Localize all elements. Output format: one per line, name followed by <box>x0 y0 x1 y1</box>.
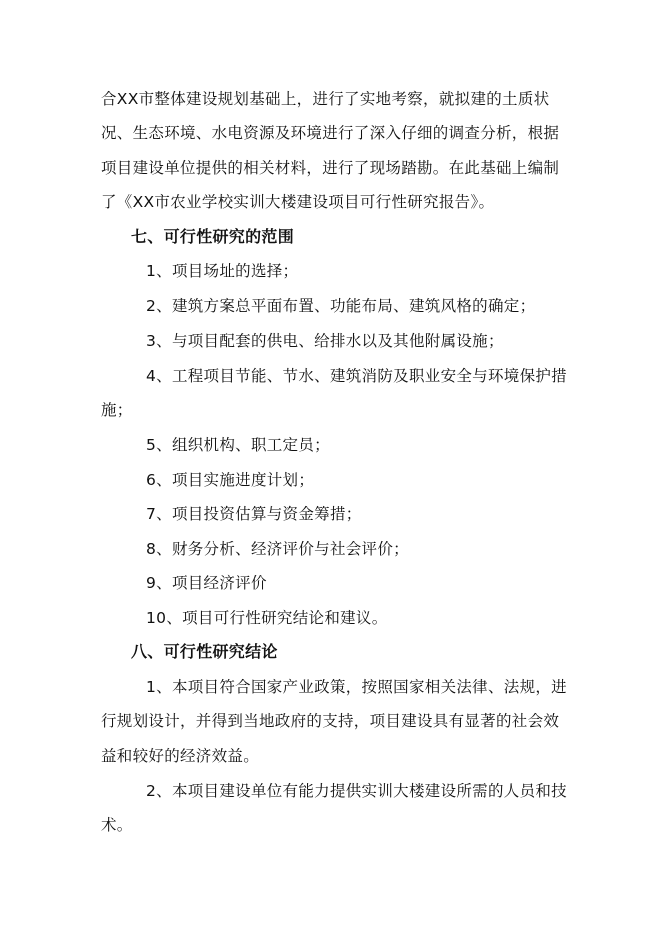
text-line: 1、本项目符合国家产业政策，按照国家相关法律、法规，进 <box>146 678 567 696</box>
text-line: 项目建设单位提供的相关材料，进行了现场踏勘。在此基础上编制 <box>101 159 560 177</box>
text-line: 2、本项目建设单位有能力提供实训大楼建设所需的人员和技 <box>146 782 567 800</box>
text-line: 术。 <box>101 816 133 834</box>
list-item: 3、与项目配套的供电、给排水以及其他附属设施； <box>146 332 504 350</box>
list-item: 1、项目场址的选择； <box>146 262 299 280</box>
text-line: 况、生态环境、水电资源及环境进行了深入仔细的调查分析，根据 <box>101 124 560 142</box>
list-item-continuation: 施； <box>101 401 133 419</box>
list-item: 4、工程项目节能、节水、建筑消防及职业安全与环境保护措 <box>146 367 567 385</box>
list-item: 10、项目可行性研究结论和建议。 <box>146 609 388 627</box>
text-line: 益和较好的经济效益。 <box>101 747 260 765</box>
list-item: 2、建筑方案总平面布置、功能布局、建筑风格的确定； <box>146 297 536 315</box>
list-item: 5、组织机构、职工定员； <box>146 436 330 454</box>
list-item: 9、项目经济评价 <box>146 574 267 592</box>
list-item: 7、项目投资估算与资金筹措； <box>146 505 362 523</box>
text-line: 了《XX市农业学校实训大楼建设项目可行性研究报告》。 <box>101 193 495 211</box>
section-heading: 八、可行性研究结论 <box>131 642 278 661</box>
section-heading: 七、可行性研究的范围 <box>131 227 295 246</box>
list-item: 6、项目实施进度计划； <box>146 471 315 489</box>
list-item: 8、财务分析、经济评价与社会评价； <box>146 540 409 558</box>
text-line: 合XX市整体建设规划基础上，进行了实地考察，就拟建的土质状 <box>101 90 550 108</box>
text-line: 行规划设计，并得到当地政府的支持，项目建设具有显著的社会效 <box>101 712 560 730</box>
